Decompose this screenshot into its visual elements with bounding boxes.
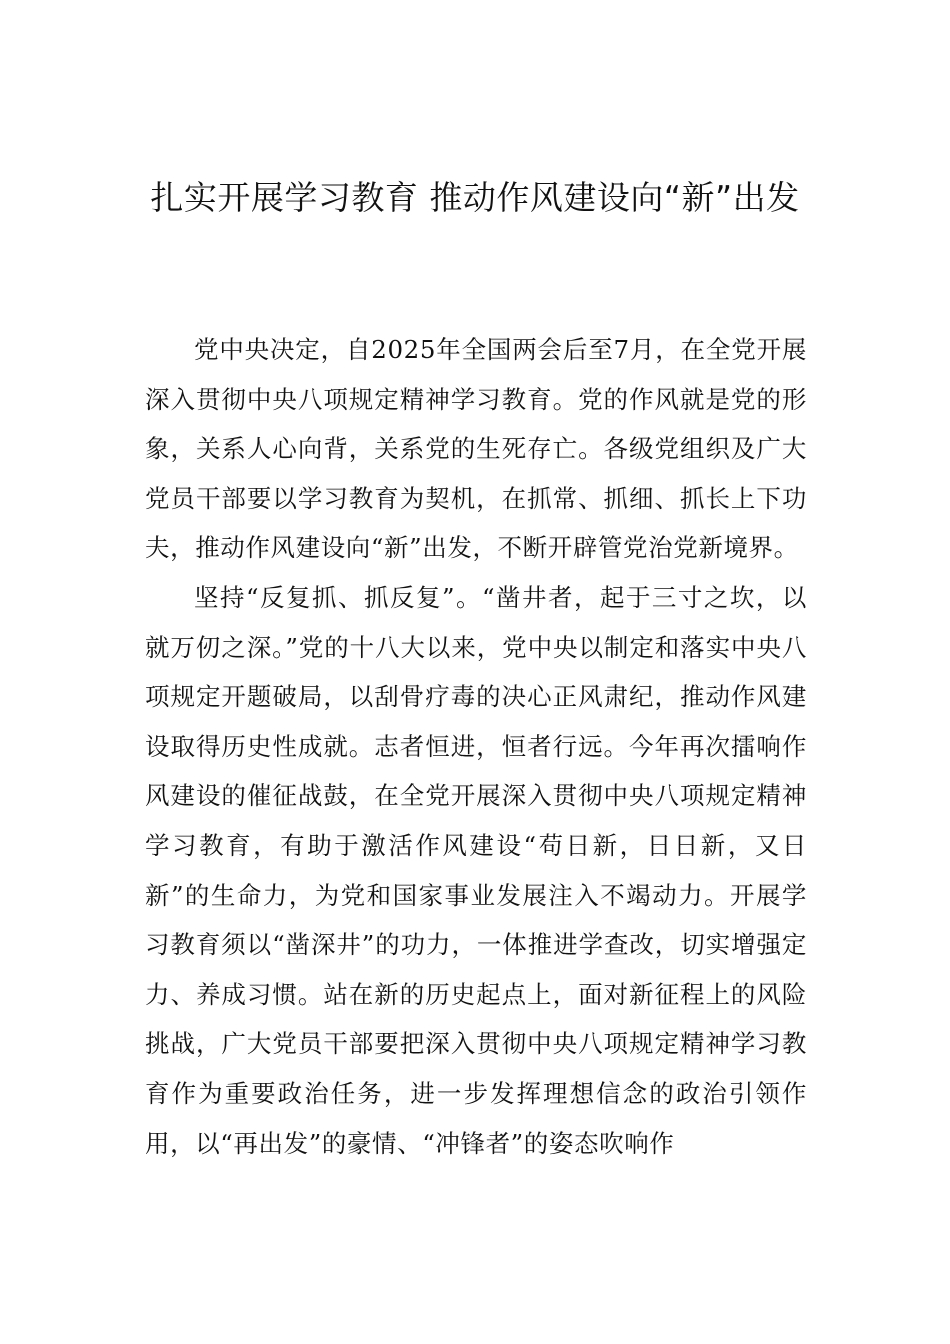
paragraph-2: 坚持“反复抓、抓反复”。“凿井者，起于三寸之坎，以就万仞之深。”党的十八大以来，党中央以制定和落实中央八项规定开题破局，以刮骨疗毒的决心正风肃纪，推动作风建设取得历史性成就。志者恒进，恒者行远。今年再次擂响作风建设的催征战鼓，在全党开展深入贯彻中央八项规定精神学习教育，有助于激活作风建设“苟日新，日日新，又日新”的生命力，为党和国家事业发展注入不竭动力。开展学习教育须以“凿深井”的功力，一体推进学查改，切实增强定力、养成习惯。站在新的历史起点上，面对新征程上的风险挑战，广大党员干部要把深入贯彻中央八项规定精神学习教育作为重要政治任务，进一步发挥理想信念的政治引领作用，以“再出发”的豪情、“冲锋者”的姿态吹响作 bbox=[145, 582, 807, 1158]
paragraph-1: 党中央决定，自2025年全国两会后至7月，在全党开展深入贯彻中央八项规定精神学习教育。党的作风就是党的形象，关系人心向背，关系党的生死存亡。各级党组织及广大党员干部要以学习教育为契机，在抓常、抓细、抓长上下功夫，推动作风建设向“新”出发，不断开辟管党治党新境界。 bbox=[145, 335, 807, 563]
document-title: 扎实开展学习教育 推动作风建设向“新”出发 bbox=[150, 178, 800, 217]
document-body bbox=[145, 325, 807, 1168]
